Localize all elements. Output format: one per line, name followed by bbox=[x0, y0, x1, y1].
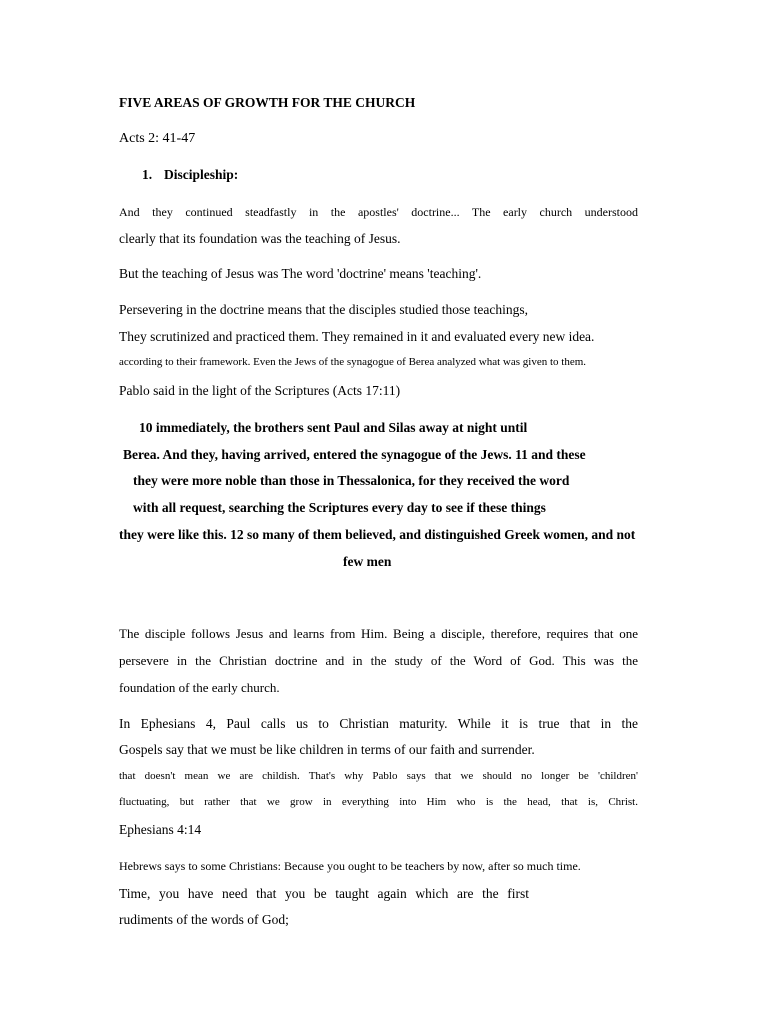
paragraph-line: Gospels say that we must be like children in terms of our faith and surrender. bbox=[119, 742, 535, 757]
paragraph-line: persevere in the Christian doctrine and in the study of the Word of God. This was the bbox=[119, 653, 638, 668]
paragraph-line: Time, you have need that you be taught again which are the first bbox=[119, 886, 529, 901]
paragraph-line: Ephesians 4:14 bbox=[119, 822, 202, 837]
paragraph-line: foundation of the early church. bbox=[119, 680, 280, 695]
paragraph-line: The disciple follows Jesus and learns from Him. Being a disciple, therefore, requires that one bbox=[119, 626, 638, 641]
paragraph-line: that doesn't mean we are childish. That's why Pablo says that we should no longer be 'children' bbox=[119, 770, 638, 782]
paragraph-line: fluctuating, but rather that we grow in everything into Him who is the head, that is, Christ. bbox=[119, 796, 638, 808]
paragraph-line: clearly that its foundation was the teaching of Jesus. bbox=[119, 231, 401, 246]
list-number: 1. bbox=[142, 167, 153, 182]
paragraph-line: They scrutinized and practiced them. They remained in it and evaluated every new idea. bbox=[119, 329, 595, 344]
scripture-reference: Acts 2: 41-47 bbox=[119, 131, 196, 146]
quote-line: 10 immediately, the brothers sent Paul and Silas away at night until bbox=[139, 420, 528, 435]
quote-line: they were more noble than those in Thessalonica, for they received the word bbox=[133, 473, 570, 488]
quote-line: Berea. And they, having arrived, entered the synagogue of the Jews. 11 and these bbox=[123, 447, 586, 462]
list-heading-text: Discipleship: bbox=[164, 167, 239, 182]
document-title: FIVE AREAS OF GROWTH FOR THE CHURCH bbox=[119, 95, 416, 110]
quote-line: they were like this. 12 so many of them believed, and distinguished Greek women, and not bbox=[119, 527, 636, 542]
paragraph-line: rudiments of the words of God; bbox=[119, 912, 289, 927]
paragraph-line: And they continued steadfastly in the apostles' doctrine... The early church understood bbox=[119, 205, 638, 219]
paragraph-line: Persevering in the doctrine means that the disciples studied those teachings, bbox=[119, 302, 529, 317]
paragraph-line: Pablo said in the light of the Scriptures (Acts 17:11) bbox=[119, 383, 401, 398]
quote-line: few men bbox=[343, 554, 392, 569]
list-heading bbox=[142, 168, 661, 182]
quote-line: with all request, searching the Scriptures every day to see if these things bbox=[133, 500, 546, 515]
paragraph-line: according to their framework. Even the Jews of the synagogue of Berea analyzed what was given to them. bbox=[119, 356, 587, 368]
paragraph-line: Hebrews says to some Christians: Because you ought to be teachers by now, after so much time. bbox=[119, 859, 581, 873]
paragraph-line: In Ephesians 4, Paul calls us to Christian maturity. While it is true that in the bbox=[119, 716, 638, 731]
paragraph-line: But the teaching of Jesus was The word 'doctrine' means 'teaching'. bbox=[119, 266, 482, 281]
